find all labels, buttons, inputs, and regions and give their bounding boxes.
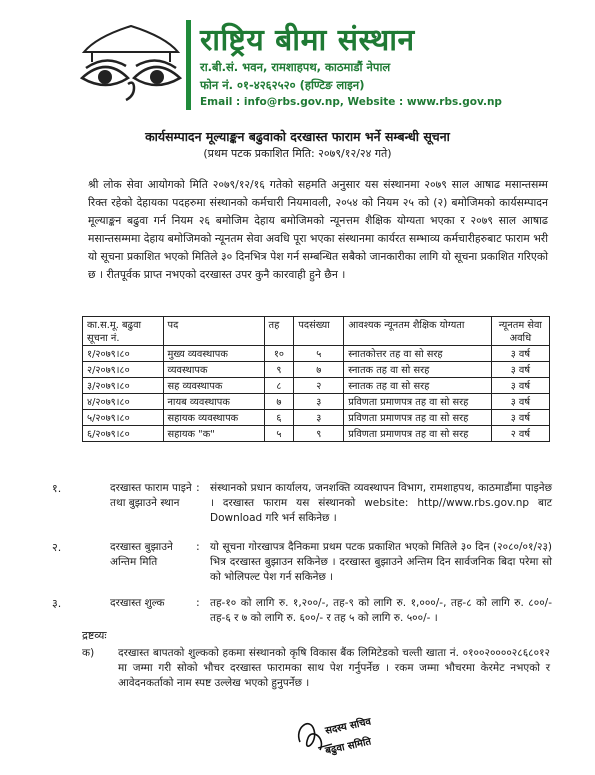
section-3-number: ३.: [52, 597, 62, 610]
cell-qualification: प्रविणता प्रमाणपत्र तह वा सो सरह: [344, 410, 491, 426]
note-body: दरखास्त बापतको शुल्कको हकमा संस्थानको कृषि विकास बैंक लिमिटेडको चल्ती खाता नं. ०१००२००००२८६८०१२ मा जम्मा गरी सोको भौचर दरखास्त फारामका साथ पेश गर्नुपर्नेछ । रकम जम्मा भौचरमा केरमेट नभएको र आवेदनकर्ताको नाम स्पष्ट उल्लेख भएको हुनुपर्नेछ ।: [118, 647, 550, 689]
cell-level: ९: [264, 362, 294, 378]
cell-post: सह व्यवस्थापक: [163, 378, 264, 394]
cell-notice-no: २/२०७९।८०: [83, 362, 164, 378]
notice-title: कार्यसम्पादन मूल्याङ्कन बढुवाको दरखास्त फाराम भर्ने सम्बन्धी सूचना: [145, 129, 450, 144]
cell-level: ८: [264, 378, 294, 394]
section-3-body: तह-१० को लागि रु. १,२००/-, तह-९ को लागि रु. १,०००/-, तह-८ को लागि रु. ८००/- तह-६ र ७ को लागि रु. ६००/- र तह ५ को लागि रु. ५००/- ।: [210, 597, 552, 624]
cell-service: ३ वर्ष: [491, 394, 549, 410]
cell-notice-no: ६/२०७९।८०: [83, 426, 164, 442]
organization-address: रा.बी.सं. भवन, रामशाहपथ, काठमाडौं नेपाल: [200, 60, 391, 74]
table-row: [83, 410, 550, 426]
section-2-label: दरखास्त बुझाउने अन्तिम मिति: [110, 541, 173, 568]
cell-qualification: प्रविणता प्रमाणपत्र तह वा सो सरह: [344, 426, 491, 442]
cell-post: नायब व्यवस्थापक: [163, 394, 264, 410]
cell-post: सहायक व्यवस्थापक: [163, 410, 264, 426]
signature-stamp: [292, 708, 392, 768]
cell-post: सहायक "क": [163, 426, 264, 442]
cell-count: ३: [294, 394, 344, 410]
section-1-colon: :: [196, 481, 200, 494]
section-2-body: यो सूचना गोरखापत्र दैनिकमा प्रथम पटक प्रकाशित भएको मितिले ३० दिन (२०८०/०१/२३) भित्र दरखास्त बुझाउन सकिनेछ । दरखास्त बुझाउने अन्तिम दिन सार्वजनिक बिदा परेमा सो को भोलिपल्ट पेश गर्न सकिनेछ ।: [210, 541, 552, 583]
table-row: [83, 426, 550, 442]
organization-contact: Email : info@rbs.gov.np, Website : www.rbs.gov.np: [200, 96, 502, 108]
col-notice-no: का.स.मू. बढुवा सूचना नं.: [83, 317, 164, 346]
cell-level: ६: [264, 410, 294, 426]
table-row: [83, 394, 550, 410]
cell-qualification: प्रविणता प्रमाणपत्र तह वा सो सरह: [344, 394, 491, 410]
header-divider: [186, 20, 191, 110]
cell-qualification: स्नातक तह वा सो सरह: [344, 362, 491, 378]
cell-service: ३ वर्ष: [491, 346, 549, 362]
table-row: [83, 346, 550, 362]
col-post: पद: [163, 317, 264, 346]
note-heading: द्रष्टव्यः: [82, 629, 107, 642]
col-qualification: आवश्यक न्यूनतम शैक्षिक योग्यता: [344, 317, 491, 346]
cell-count: ३: [294, 410, 344, 426]
signature-line-2: बढुवा समिति: [324, 736, 373, 757]
cell-count: २: [294, 378, 344, 394]
col-count: पदसंख्या: [294, 317, 344, 346]
section-3-label: दरखास्त शुल्क: [110, 597, 165, 609]
section-2-number: २.: [52, 541, 62, 554]
col-service: न्यूनतम सेवा अवधि: [491, 317, 549, 346]
section-1-body: संस्थानको प्रधान कार्यालय, जनशक्ति व्यवस्थापन विभाग, रामशाहपथ, काठमाडौंमा पाइनेछ । दरखास्त फाराम यस संस्थानको website: http//www.rbs.gov.np बाट Download गरि भर्न सकिनेछ ।: [210, 482, 552, 524]
organization-name: राष्ट्रिय बीमा संस्थान: [200, 23, 415, 58]
organization-phone: फोन नं. ०१-४२६२५२० (हण्टिङ लाइन): [200, 78, 365, 92]
cell-service: ३ वर्ष: [491, 362, 549, 378]
cell-notice-no: ४/२०७९।८०: [83, 394, 164, 410]
posts-table: [82, 316, 550, 442]
cell-post: मुख्य व्यवस्थापक: [163, 346, 264, 362]
table-row: [83, 378, 550, 394]
section-2-colon: :: [196, 540, 200, 553]
eyes-logo-icon: [72, 22, 190, 108]
section-1-number: १.: [52, 482, 62, 495]
cell-qualification: स्नातकोत्तर तह वा सो सरह: [344, 346, 491, 362]
note-marker: क): [82, 647, 95, 659]
cell-count: ९: [294, 426, 344, 442]
section-1-label: दरखास्त फाराम पाइने तथा बुझाउने स्थान: [110, 482, 192, 509]
table-row: [83, 362, 550, 378]
section-3-colon: :: [196, 596, 200, 609]
cell-level: ७: [264, 394, 294, 410]
table-header-row: [83, 317, 550, 346]
cell-level: ५: [264, 426, 294, 442]
cell-post: व्यवस्थापक: [163, 362, 264, 378]
notice-intro: श्री लोक सेवा आयोगको मिति २०७९/१२/१६ गतेको सहमति अनुसार यस संस्थानमा २०७९ साल आषाढ मसान्तसम्म रिक्त रहेको देहायका पदहरुमा संस्थानको कर्मचारी नियमावली, २०५४ को नियम २५ को (२) बमोजिमको कार्यसम्पादन मूल्याङ्कन बढुवा गर्न नियम २६ बमोजिम देहाय बमोजिमको न्यूनत्तम शैक्षिक योग्यता भएका र २०७९ साल आषाढ मसान्तसम्ममा देहाय बमोजिमको न्यूनतम सेवा अवधि पूरा भएका संस्थानमा कार्यरत सम्भाव्य कर्मचारीहरुबाट फाराम भरी यो सूचना प्रकाशित भएको मितिले ३० दिनभित्र पेश गर्न सम्बन्धित सबैको जानकारीका लागि यो सूचना प्रकाशित गरिएको छ । रीतपूर्वक प्राप्त नभएको दरखास्त उपर कुनै कारवाही हुने छैन ।: [88, 178, 548, 281]
cell-qualification: स्नातक तह वा सो सरह: [344, 378, 491, 394]
cell-service: ३ वर्ष: [491, 410, 549, 426]
cell-notice-no: ५/२०७९।८०: [83, 410, 164, 426]
notice-subtitle: (प्रथम पटक प्रकाशित मिति: २०७९/१२/२४ गते): [203, 147, 392, 160]
cell-notice-no: १/२०७९।८०: [83, 346, 164, 362]
cell-service: ३ वर्ष: [491, 378, 549, 394]
cell-count: ७: [294, 362, 344, 378]
cell-count: ५: [294, 346, 344, 362]
signature-line-1: सदस्य सचिव: [324, 716, 373, 737]
cell-service: २ वर्ष: [491, 426, 549, 442]
col-level: तह: [264, 317, 294, 346]
cell-notice-no: ३/२०७९।८०: [83, 378, 164, 394]
cell-level: १०: [264, 346, 294, 362]
